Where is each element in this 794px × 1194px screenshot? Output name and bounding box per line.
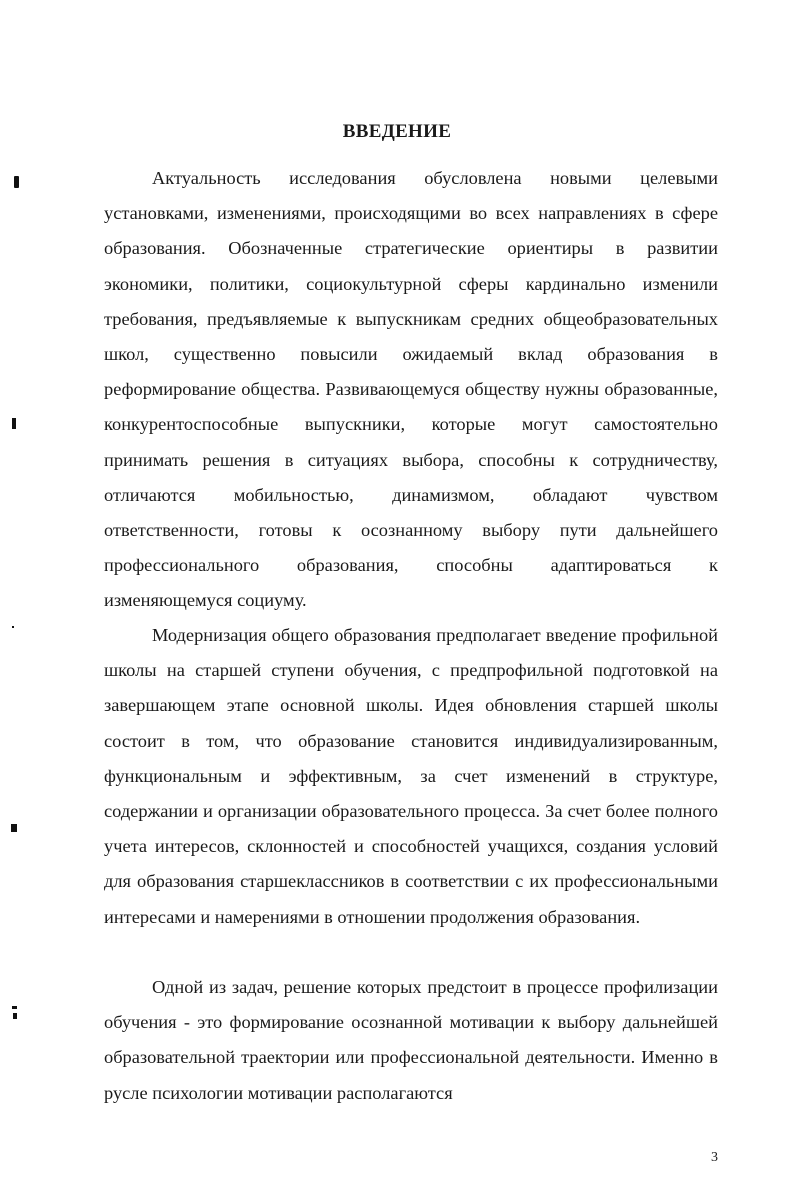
scan-mark — [11, 824, 17, 832]
page-number: 3 — [711, 1150, 718, 1165]
paragraph-3: Одной из задач, решение которых предстоит в процессе профилизации обучения - это формирование осознанной мотивации к выбору дальнейшей образовательной траектории или профессиональной деятельности. Именно в русле психологии мотивации располагаются — [104, 977, 718, 1103]
page-title: ВВЕДЕНИЕ — [342, 121, 452, 142]
scan-mark — [14, 176, 19, 188]
scan-mark — [13, 1013, 17, 1019]
scan-mark — [12, 626, 14, 628]
paragraph-2: Модернизация общего образования предполагает введение профильной школы на старшей ступени обучения, с предпрофильной подготовкой на завершающем этапе основной школы. Идея обновления старшей школы состоит в том, что образование становится индивидуализированным, функциональным и эффективным, за счет изменений в структуре, содержании и организации образовательного процесса. За счет более полного учета интересов, склонностей и способностей учащихся, создания условий для образования старшеклассников в соответствии с их профессиональными интересами и намерениями в отношении продолжения образования. — [104, 625, 718, 927]
scan-mark — [12, 1006, 17, 1009]
paragraph-1: Актуальность исследования обусловлена новыми целевыми установками, изменениями, происходящими во всех направлениях в сфере образования. Обозначенные стратегические ориентиры в развитии экономики, политики, социокультурной сферы кардинально изменили требования, предъявляемые к выпускникам средних общеобразовательных школ, существенно повысили ожидаемый вклад образования в реформирование общества. Развивающемуся обществу нужны образованные, конкурентоспособные выпускники, которые могут самостоятельно принимать решения в ситуациях выбора, способны к сотрудничеству, отличаются мобильностью, динамизмом, обладают чувством ответственности, готовы к осознанному выбору пути дальнейшего профессионального образования, способны адаптироваться к изменяющемуся социуму. — [104, 168, 718, 611]
scan-mark — [12, 418, 16, 429]
